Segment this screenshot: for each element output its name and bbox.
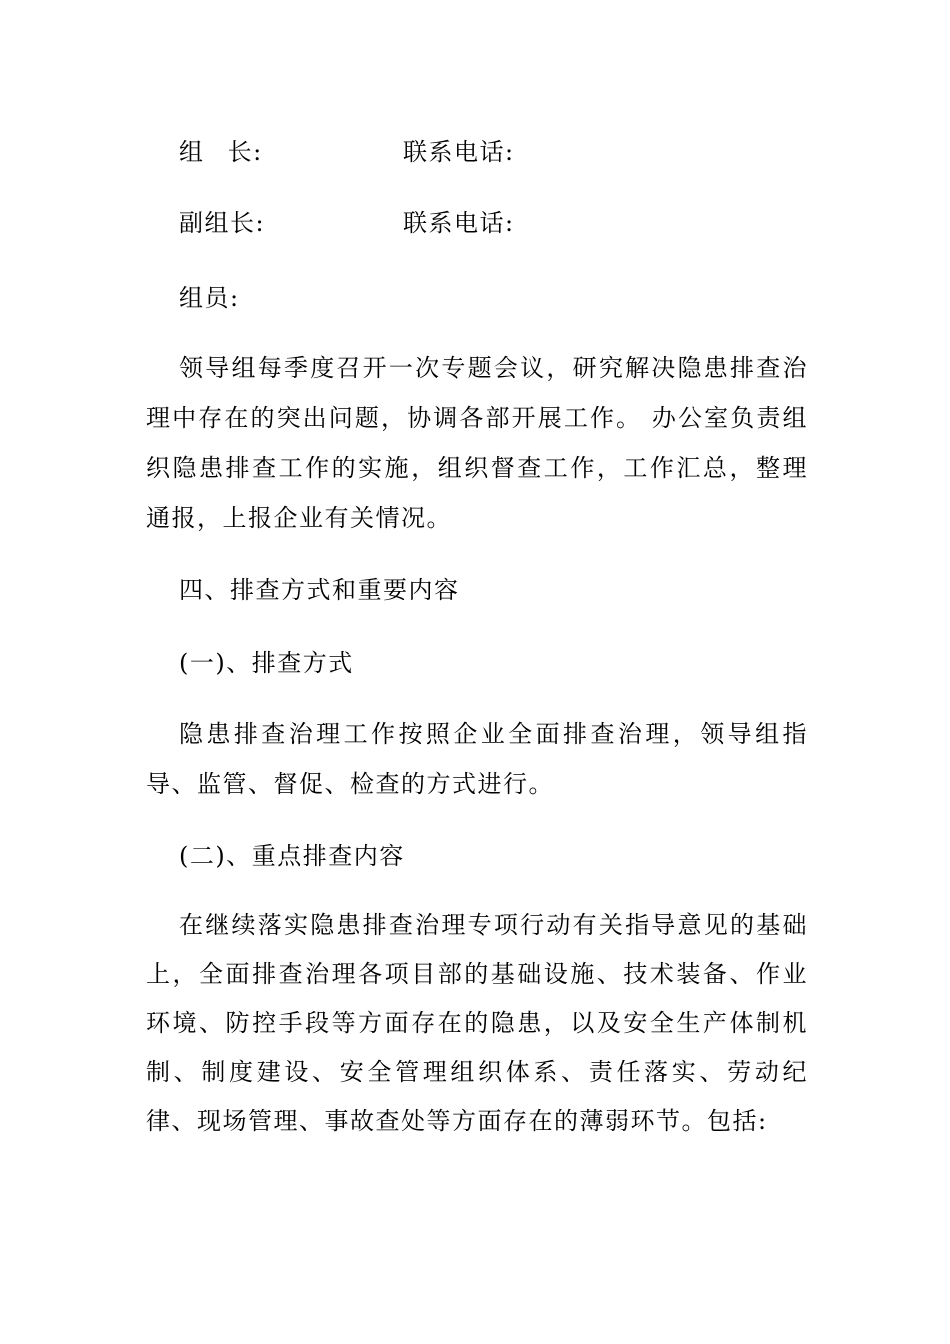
leader-phone-label: 联系电话: — [403, 138, 515, 166]
subsection-two-heading: (二)、重点排查内容 — [179, 842, 405, 870]
deputy-phone-label: 联系电话: — [403, 209, 515, 237]
section-four-heading: 四、排查方式和重要内容 — [179, 576, 460, 604]
paragraph-method: 隐患排查治理工作按照企业全面排查治理，领导组指导、监管、督促、检查的方式进行。 — [146, 720, 808, 798]
deputy-label: 副组长: — [179, 209, 266, 237]
paragraph-meeting: 领导组每季度召开一次专题会议，研究解决隐患排查治理中存在的突出问题，协调各部开展工作。 办公室负责组织隐患排查工作的实施，组织督查工作，工作汇总，整理通报，上报企业有关情况。 — [146, 354, 808, 532]
members-label: 组员: — [179, 284, 240, 312]
subsection-one-heading: (一)、排查方式 — [179, 649, 354, 677]
leader-label: 组 长: — [179, 138, 263, 166]
paragraph-content: 在继续落实隐患排查治理专项行动有关指导意见的基础上，全面排查治理各项目部的基础设施、技术装备、作业环境、防控手段等方面存在的隐患，以及安全生产体制机制、制度建设、安全管理组织体系、责任落实、劳动纪律、现场管理、事故查处等方面存在的薄弱环节。包括: — [146, 911, 808, 1135]
